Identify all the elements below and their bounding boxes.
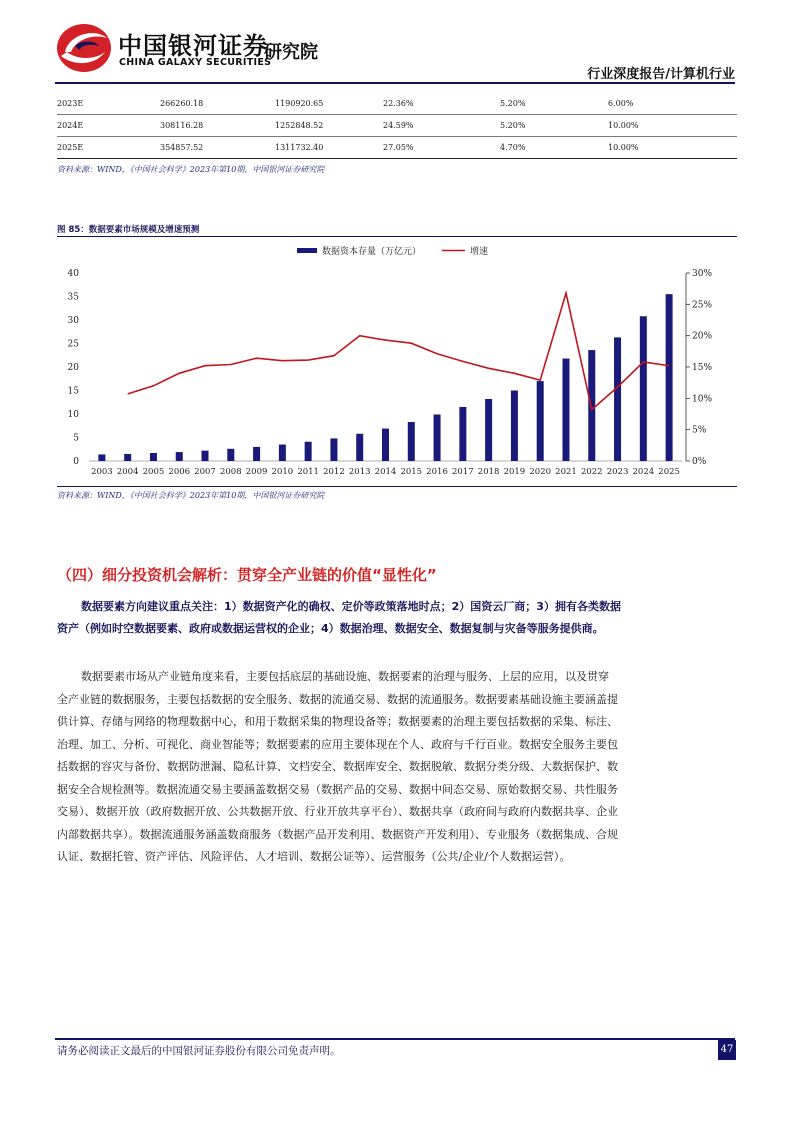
y-left-tick-label: 25 <box>67 339 79 350</box>
y-right-tick-label: 15% <box>692 363 713 373</box>
table-row <box>57 115 737 137</box>
footer-divider <box>55 1038 735 1040</box>
bar-2014 <box>382 429 389 461</box>
legend-label-line: 增速 <box>470 247 489 257</box>
bar-2003 <box>98 454 105 461</box>
report-type: 行业深度报告/计算机行业 <box>587 67 735 82</box>
table-cell: 2024E <box>57 115 160 137</box>
y-left-tick-label: 0 <box>73 457 79 467</box>
x-tick-label: 2003 <box>91 467 113 477</box>
bar-2023 <box>614 337 621 461</box>
x-tick-label: 2010 <box>271 467 294 477</box>
bar-2008 <box>227 449 234 461</box>
table-cell: 4.70% <box>500 137 608 159</box>
y-left-tick-label: 35 <box>67 292 79 303</box>
table-cell: 308116.28 <box>160 115 275 137</box>
y-left-tick-label: 15 <box>67 386 79 397</box>
table-source: 资料来源：WIND，《中国社会科学》2023年第10期，中国银河证券研究院 <box>57 165 325 174</box>
table-cell: 27.05% <box>383 137 500 159</box>
bar-2025 <box>666 294 673 461</box>
institute-label: 研究院 <box>264 42 318 63</box>
x-tick-label: 2004 <box>116 467 139 477</box>
x-tick-label: 2023 <box>606 467 629 477</box>
y-right-tick-label: 10% <box>692 394 713 405</box>
header-divider <box>55 82 735 84</box>
brand-name-cn: 中国银河证券 <box>118 32 268 60</box>
body-paragraph: 数据要素市场从产业链角度来看，主要包括底层的基础设施、数据要素的治理与服务、上层的应用，以及贯穿全产业链的数据服务，主要包括数据的安全服务、数据的流通交易、数据的流通服务。数据要素基础设施主要涵盖提供计算、存储与网络的物理数据中心，和用于数据采集的物理设备等；数据要素的治理主要包括数据的采集、标注、治理、加工、分析、可视化、商业智能等；数据要素的应用主要体现在个人、政府与千行百业。数据安全服务主要包括数据的容灾与备份、数据防泄漏、隐私计算、文档安全、数据库安全、数据脱敏、数据分类分级、大数据保护、数据安全合规检测等。数据流通交易主要涵盖数据交易（数据产品的交易、数据中间态交易、原始数据交易、共性服务交易）、数据开放（政府数据开放、公共数据开放、行业开放共享平台）、数据共享（政府间与政府内数据共享、企业内部数据共享）。数据流通服务涵盖数商服务（数据产品开发利用、数据资产开发利用）、专业服务（数据集成、合规认证、数据托管、资产评估、风险评估、人才培训、数据公证等）、运营服务（公共/企业/个人数据运营）。 <box>57 670 618 863</box>
bar-2012 <box>330 438 337 461</box>
x-tick-label: 2016 <box>426 467 448 477</box>
chart-legend <box>297 245 488 257</box>
y-left-tick-label: 20 <box>67 363 79 373</box>
x-tick-label: 2013 <box>348 467 371 477</box>
table-cell: 354857.52 <box>160 137 275 159</box>
table-cell: 10.00% <box>608 115 737 137</box>
x-tick-label: 2021 <box>555 467 577 477</box>
y-right-tick-label: 0% <box>692 457 707 467</box>
bar-2017 <box>459 407 466 461</box>
figure-top-rule <box>57 236 737 237</box>
y-right-tick-label: 30% <box>692 269 713 279</box>
figure-source: 资料来源：WIND，《中国社会科学》2023年第10期，中国银河证券研究院 <box>57 491 325 500</box>
legend-label-bar: 数据资本存量（万亿元） <box>322 247 422 257</box>
table-cell: 10.00% <box>608 137 737 159</box>
growth-rate-line <box>128 293 669 410</box>
y-left-tick-label: 40 <box>67 269 79 279</box>
bar-2019 <box>511 391 518 462</box>
bar-2016 <box>434 414 441 461</box>
key-recommendation-paragraph: 数据要素方向建议重点关注：1）数据资产化的确权、定价等政策落地时点；2）国资云厂商；3）拥有各类数据资产（例如时空数据要素、政府或数据运营权的企业；4）数据治理、数据安全、数据复制与灾备等服务提供商。 <box>57 600 621 635</box>
bar-series <box>98 294 672 461</box>
x-tick-label: 2020 <box>529 467 552 477</box>
page-number: 47 <box>718 1040 736 1060</box>
figure-title: 图 85：数据要素市场规模及增速预测 <box>57 225 200 235</box>
x-tick-label: 2009 <box>245 467 268 477</box>
x-tick-label: 2006 <box>168 467 191 477</box>
table-cell: 22.36% <box>383 93 500 115</box>
x-tick-label: 2025 <box>658 467 680 477</box>
market-size-chart <box>57 238 737 484</box>
x-tick-label: 2022 <box>580 467 603 477</box>
x-tick-label: 2018 <box>477 467 500 477</box>
y-left-tick-label: 5 <box>73 433 79 444</box>
bar-2009 <box>253 447 260 461</box>
bar-2020 <box>537 381 544 461</box>
x-tick-label: 2008 <box>219 467 242 477</box>
brand-name-en: CHINA GALAXY SECURITIES <box>119 57 272 68</box>
y-right-tick-label: 20% <box>692 331 713 342</box>
bar-2010 <box>279 445 286 461</box>
bar-2013 <box>356 434 363 461</box>
x-tick-label: 2017 <box>452 467 474 477</box>
bar-2015 <box>408 422 415 461</box>
x-tick-label: 2012 <box>323 467 345 477</box>
bar-2004 <box>124 454 131 461</box>
figure-bottom-rule <box>57 486 737 487</box>
y-right-tick-label: 5% <box>692 425 707 436</box>
x-tick-label: 2014 <box>374 467 397 477</box>
x-tick-label: 2011 <box>297 467 319 477</box>
bar-2021 <box>562 359 569 461</box>
x-tick-label: 2015 <box>400 467 423 477</box>
x-tick-label: 2024 <box>632 467 655 477</box>
table-cell: 266260.18 <box>160 93 275 115</box>
x-tick-label: 2005 <box>142 467 165 477</box>
table-cell: 2023E <box>57 93 160 115</box>
section-heading: （四）细分投资机会解析：贯穿全产业链的价值“显性化” <box>57 566 437 584</box>
forecast-table <box>57 93 737 159</box>
footer-disclaimer: 请务必阅读正文最后的中国银河证券股份有限公司免责声明。 <box>57 1045 341 1057</box>
y-left-tick-label: 10 <box>67 410 79 420</box>
bar-2024 <box>640 316 647 461</box>
table-cell: 1311732.40 <box>275 137 383 159</box>
y-right-tick-label: 25% <box>692 300 713 311</box>
bar-2018 <box>485 399 492 461</box>
bar-2005 <box>150 453 157 461</box>
bar-2006 <box>176 452 183 461</box>
bar-2007 <box>202 451 209 461</box>
bar-2022 <box>588 350 595 461</box>
line-series <box>128 293 669 410</box>
table-cell: 6.00% <box>608 93 737 115</box>
table-row <box>57 93 737 115</box>
table-row <box>57 137 737 159</box>
table-cell: 1190920.65 <box>275 93 383 115</box>
legend-swatch-bar <box>297 248 317 253</box>
table-cell: 1252848.52 <box>275 115 383 137</box>
galaxy-logo <box>55 22 113 74</box>
table-cell: 5.20% <box>500 93 608 115</box>
x-tick-label: 2019 <box>503 467 526 477</box>
table-cell: 2025E <box>57 137 160 159</box>
bar-2011 <box>305 442 312 461</box>
y-left-tick-label: 30 <box>67 316 79 326</box>
table-cell: 24.59% <box>383 115 500 137</box>
table-cell: 5.20% <box>500 115 608 137</box>
x-tick-label: 2007 <box>194 467 216 477</box>
